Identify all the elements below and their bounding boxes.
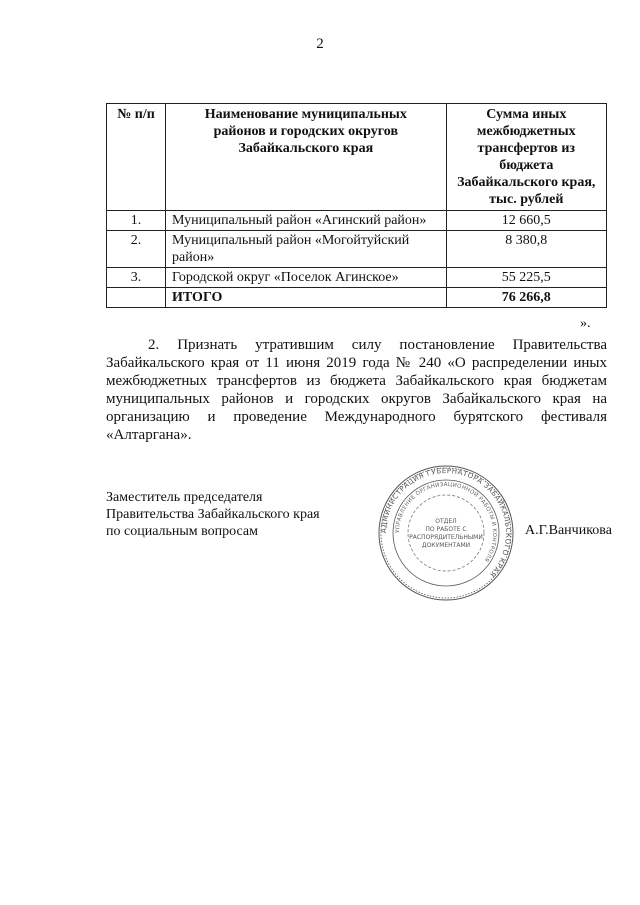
- seal-outer-text: АДМИНИСТРАЦИЯ ГУБЕРНАТОРА ЗАБАЙКАЛЬСКОГО КРАЯ: [379, 466, 513, 579]
- signatory-title-line: Правительства Забайкальского края: [106, 507, 320, 522]
- header-num: № п/п: [107, 104, 166, 211]
- row-num: 1.: [107, 211, 166, 231]
- paragraph-text: 2. Признать утратившим силу постановление Правительства Забайкальского края от 11 июня 2019 года № 240 «О распределении иных межбюджетных трансфертов из бюджета Забайкальского края бюджетам муниципальных районов и городских округов Забайкальского края на организацию и проведение Международного бурятского фестиваля «Алтаргана».: [106, 337, 607, 443]
- row-num: 3.: [107, 268, 166, 288]
- row-sum: 8 380,8: [446, 231, 606, 268]
- signatory-title-line: Заместитель председателя: [106, 490, 263, 505]
- row-name: Городской округ «Поселок Агинское»: [166, 268, 447, 288]
- header-name-line: районов и городских округов: [213, 124, 398, 139]
- header-name: [166, 104, 447, 211]
- table-row: [107, 211, 607, 231]
- closing-quote: ».: [580, 316, 591, 331]
- row-sum: 12 660,5: [446, 211, 606, 231]
- seal-center-line: ОТДЕЛ: [435, 518, 457, 525]
- row-num: 2.: [107, 231, 166, 268]
- official-seal-stamp: [376, 463, 516, 603]
- header-sum-line: трансфертов из: [477, 141, 576, 156]
- header-sum-line: тыс. рублей: [489, 192, 564, 207]
- seal-center-line: ДОКУМЕНТАМИ: [421, 542, 471, 549]
- transfers-table: [106, 103, 607, 308]
- table-total-row: [107, 288, 607, 308]
- signatory-title-line: по социальным вопросам: [106, 524, 258, 539]
- page-number: 2: [316, 36, 324, 52]
- table-row: [107, 231, 607, 268]
- table-row: [107, 268, 607, 288]
- header-sum-line: Забайкальского края,: [457, 175, 596, 190]
- row-name: Муниципальный район «Могойтуйский район»: [166, 231, 447, 268]
- header-sum: [446, 104, 606, 211]
- seal-center-line: ПО РАБОТЕ С: [425, 526, 467, 533]
- resolution-paragraph: [106, 336, 607, 444]
- seal-inner-text: УПРАВЛЕНИЕ ОРГАНИЗАЦИОННОЙ РАБОТЫ И КОНТРОЛЯ: [394, 481, 498, 563]
- header-sum-line: межбюджетных: [476, 124, 576, 139]
- header-name-line: Забайкальского края: [238, 141, 374, 156]
- total-num: [107, 288, 166, 308]
- header-sum-line: бюджета: [499, 158, 554, 173]
- row-sum: 55 225,5: [446, 268, 606, 288]
- total-label: ИТОГО: [166, 288, 447, 308]
- seal-center-line: РАСПОРЯДИТЕЛЬНЫМИ: [409, 534, 483, 541]
- header-sum-line: Сумма иных: [486, 107, 567, 122]
- signatory-name: А.Г.Ванчикова: [525, 523, 612, 538]
- table-header-row: [107, 104, 607, 211]
- header-name-line: Наименование муниципальных: [204, 107, 407, 122]
- row-name: Муниципальный район «Агинский район»: [166, 211, 447, 231]
- signatory-title: [106, 489, 320, 540]
- total-sum: 76 266,8: [446, 288, 606, 308]
